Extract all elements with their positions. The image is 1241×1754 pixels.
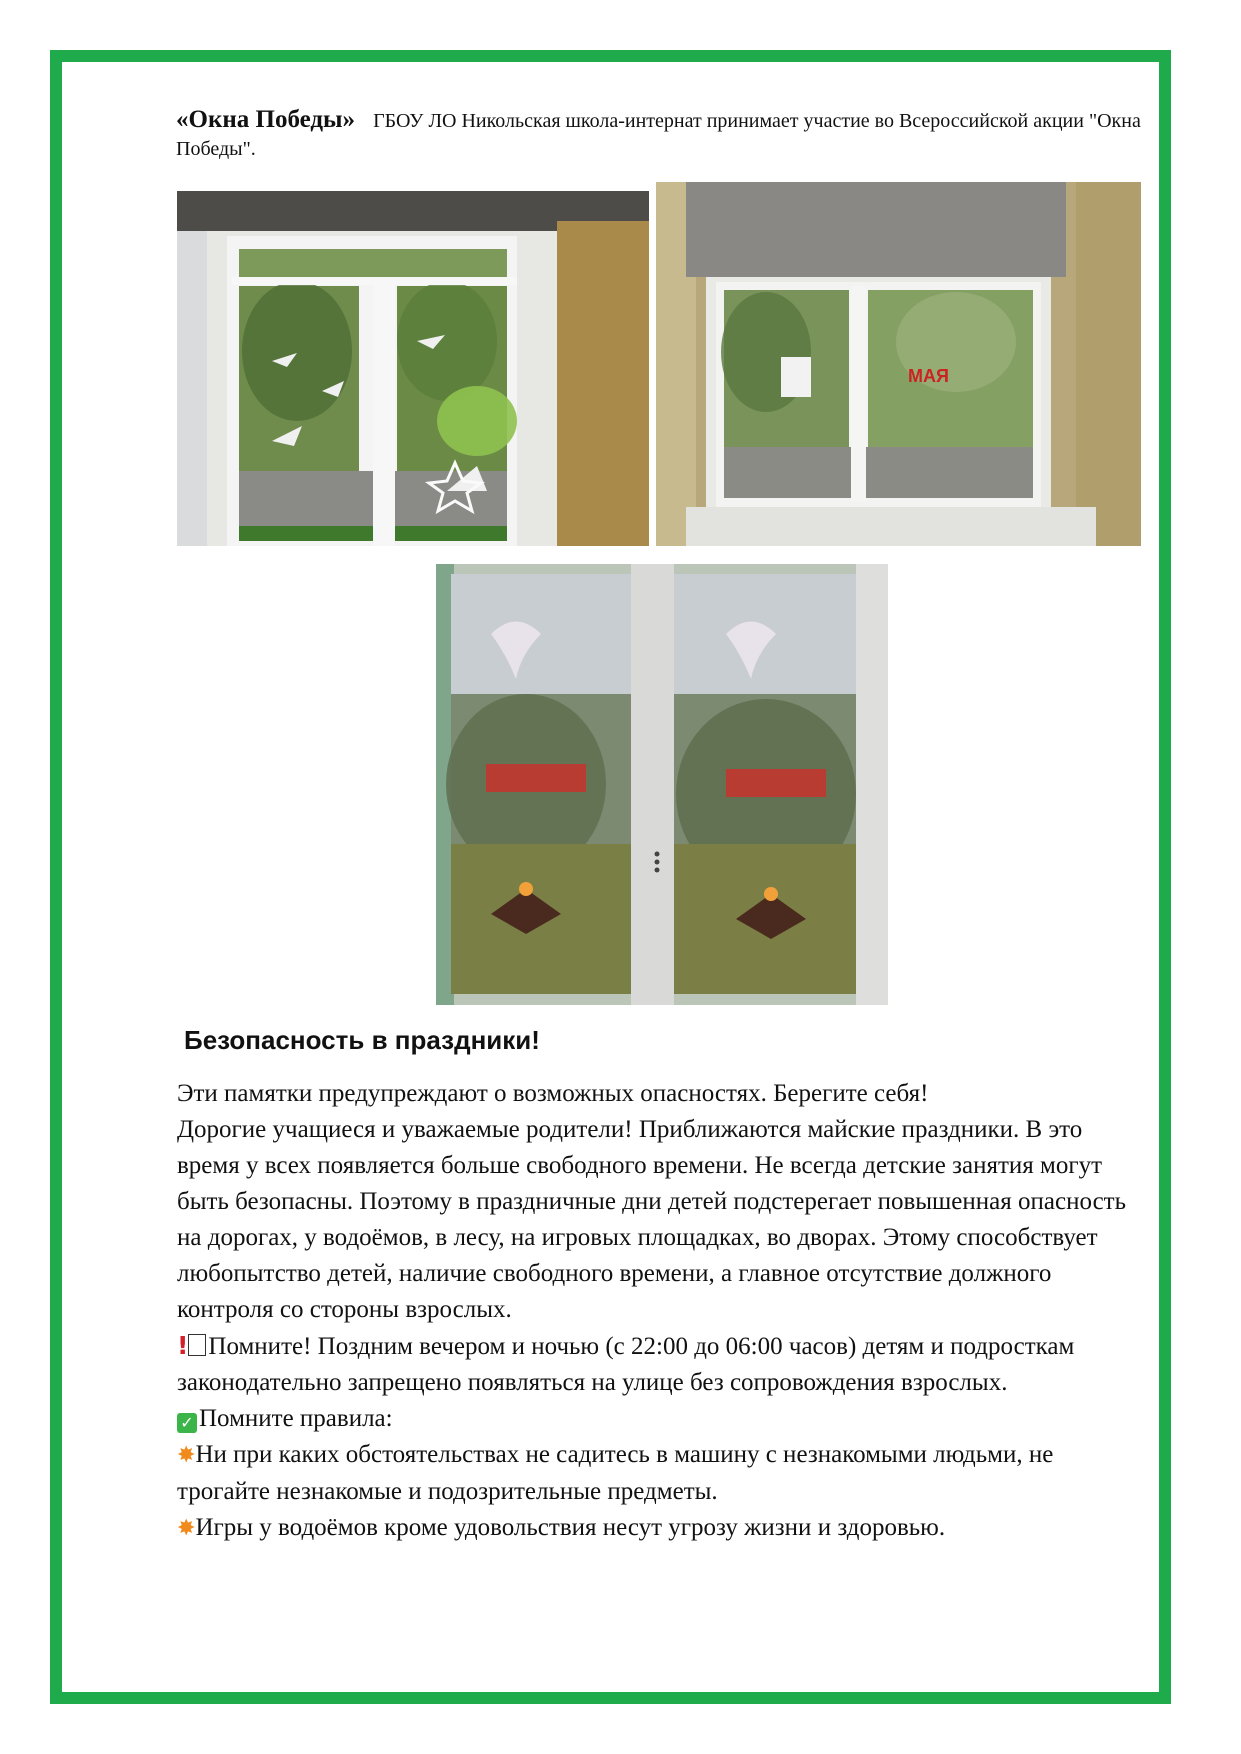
section-heading: Безопасность в праздники!	[184, 1025, 540, 1055]
missing-glyph-box	[188, 1334, 206, 1356]
paragraph-rule-2	[177, 1510, 1147, 1547]
paragraph-curfew	[177, 1328, 1147, 1401]
rules-heading-text: Помните правила:	[199, 1405, 393, 1432]
intro-text: ГБОУ ЛО Никольская школа-интернат принимает участие во Всероссийской акции "Окна Победы".	[176, 110, 1141, 160]
section-body	[177, 1076, 1147, 1547]
collision-icon: ✸	[177, 1516, 196, 1541]
exclamation-icon: !	[177, 1331, 189, 1360]
rule-1-text: Ни при каких обстоятельствах не садитесь в машину с незнакомыми людьми, не трогайте незнакомые и подозрительные предметы.	[177, 1441, 1054, 1505]
photo-window-doves	[436, 564, 888, 1005]
photo-window-birds	[177, 191, 649, 546]
paragraph-main: Дорогие учащиеся и уважаемые родители! Приближаются майские праздники. В это время у всех появляется больше свободного времени. Не всегда детские занятия могут быть безопасны. Поэтому в праздничные дни детей подстерегает повышенная опасность на дорогах, у водоёмов, в лесу, на игровых площадках, во дворах. Этому способствует любопытство детей, наличие свободного времени, а главное отсутствие должного контроля со стороны взрослых.	[177, 1116, 1126, 1323]
intro-title: «Окна Победы»	[176, 106, 356, 133]
check-icon: ✓	[177, 1413, 197, 1433]
svg-text:МАЯ: МАЯ	[908, 366, 949, 386]
collision-icon: ✸	[177, 1443, 196, 1468]
intro-paragraph	[176, 106, 1141, 163]
paragraph-rule-1	[177, 1437, 1147, 1510]
rule-2-text: Игры у водоёмов кроме удовольствия несут угрозу жизни и здоровью.	[195, 1514, 946, 1541]
paragraph-intro: Эти памятки предупреждают о возможных опасностях. Берегите себя!	[177, 1080, 929, 1107]
paragraph-curfew-text: Помните! Поздним вечером и ночью (с 22:00 до 06:00 часов) детям и подросткам законодательно запрещено появляться на улице без сопровождения взрослых.	[177, 1333, 1075, 1396]
photo-window-may9	[656, 182, 1141, 546]
paragraph-rules-heading	[177, 1401, 1147, 1437]
